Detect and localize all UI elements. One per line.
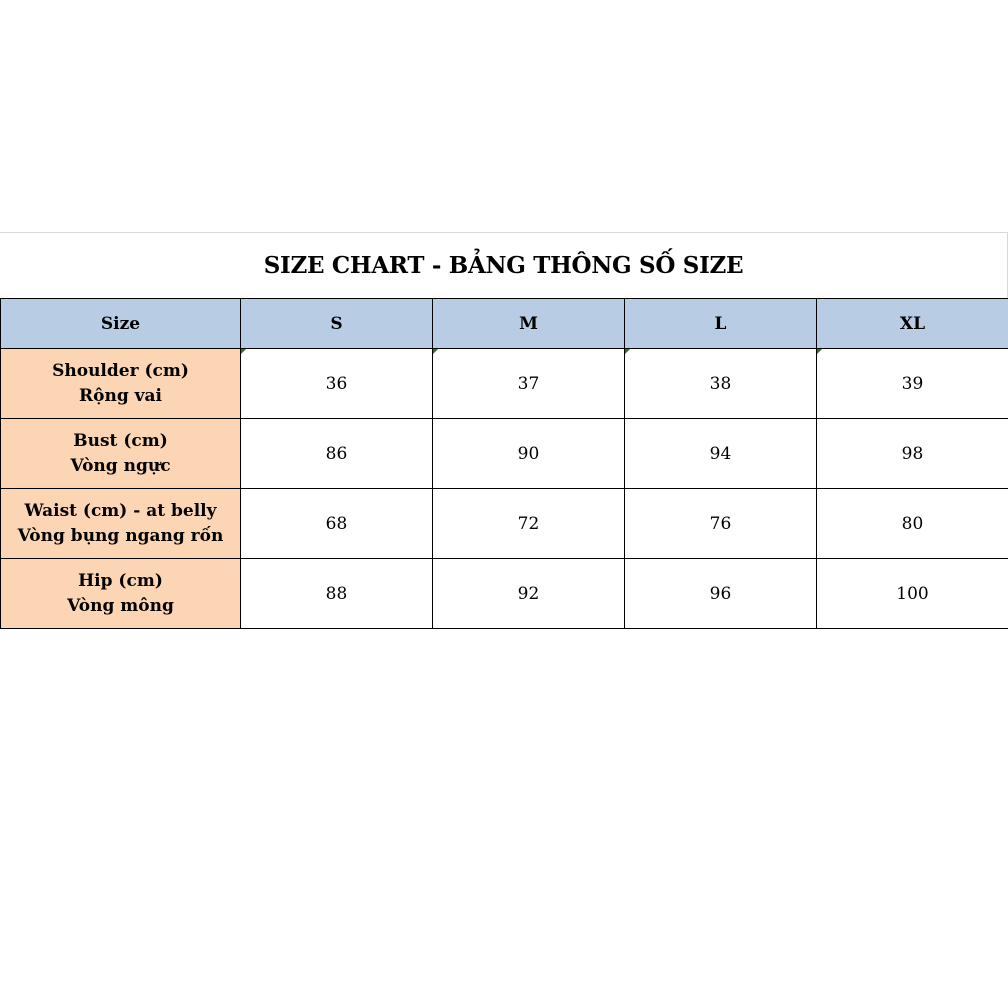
row-label-vi: Vòng ngực: [70, 455, 171, 476]
size-chart-sheet: [0, 232, 1008, 629]
cell-value: 39: [901, 373, 924, 394]
cell-waist-m: 72: [433, 489, 625, 559]
cell-hip-l: 96: [625, 559, 817, 629]
size-chart-table: [0, 298, 1008, 629]
cell-hip-s: 88: [241, 559, 433, 629]
header-size-xl: XL: [817, 299, 1008, 349]
cell-waist-l: 76: [625, 489, 817, 559]
cell-marker-icon: [625, 349, 630, 354]
cell-bust-l: 94: [625, 419, 817, 489]
cell-hip-m: 92: [433, 559, 625, 629]
cell-value: 38: [709, 373, 732, 394]
row-shoulder: [1, 349, 1008, 419]
row-bust: [1, 419, 1008, 489]
row-label-hip: [1, 559, 241, 629]
cell-bust-s: 86: [241, 419, 433, 489]
row-hip: [1, 559, 1008, 629]
row-label-en: Bust (cm): [73, 430, 168, 451]
cell-shoulder-l: [625, 349, 817, 419]
row-waist: [1, 489, 1008, 559]
row-label-vi: Vòng mông: [67, 595, 174, 616]
cell-value: 36: [325, 373, 348, 394]
cell-marker-icon: [433, 349, 438, 354]
header-size-label: Size: [1, 299, 241, 349]
row-label-en: Shoulder (cm): [52, 360, 189, 381]
cell-value: 37: [517, 373, 540, 394]
cell-hip-xl: 100: [817, 559, 1008, 629]
cell-bust-m: 90: [433, 419, 625, 489]
header-size-m: M: [433, 299, 625, 349]
cell-shoulder-xl: [817, 349, 1008, 419]
cell-shoulder-m: [433, 349, 625, 419]
row-label-vi: Vòng bụng ngang rốn: [17, 525, 224, 546]
header-size-s: S: [241, 299, 433, 349]
row-label-shoulder: [1, 349, 241, 419]
row-label-bust: [1, 419, 241, 489]
row-label-waist: [1, 489, 241, 559]
row-label-en: Hip (cm): [78, 570, 163, 591]
header-row: [1, 299, 1008, 349]
row-label-en: Waist (cm) - at belly: [24, 500, 217, 521]
cell-marker-icon: [817, 349, 822, 354]
cell-shoulder-s: [241, 349, 433, 419]
cell-bust-xl: 98: [817, 419, 1008, 489]
cell-waist-xl: 80: [817, 489, 1008, 559]
cell-marker-icon: [241, 349, 246, 354]
row-label-vi: Rộng vai: [79, 385, 162, 406]
cell-waist-s: 68: [241, 489, 433, 559]
header-size-l: L: [625, 299, 817, 349]
size-chart-title: SIZE CHART - BẢNG THÔNG SỐ SIZE: [0, 232, 1008, 298]
